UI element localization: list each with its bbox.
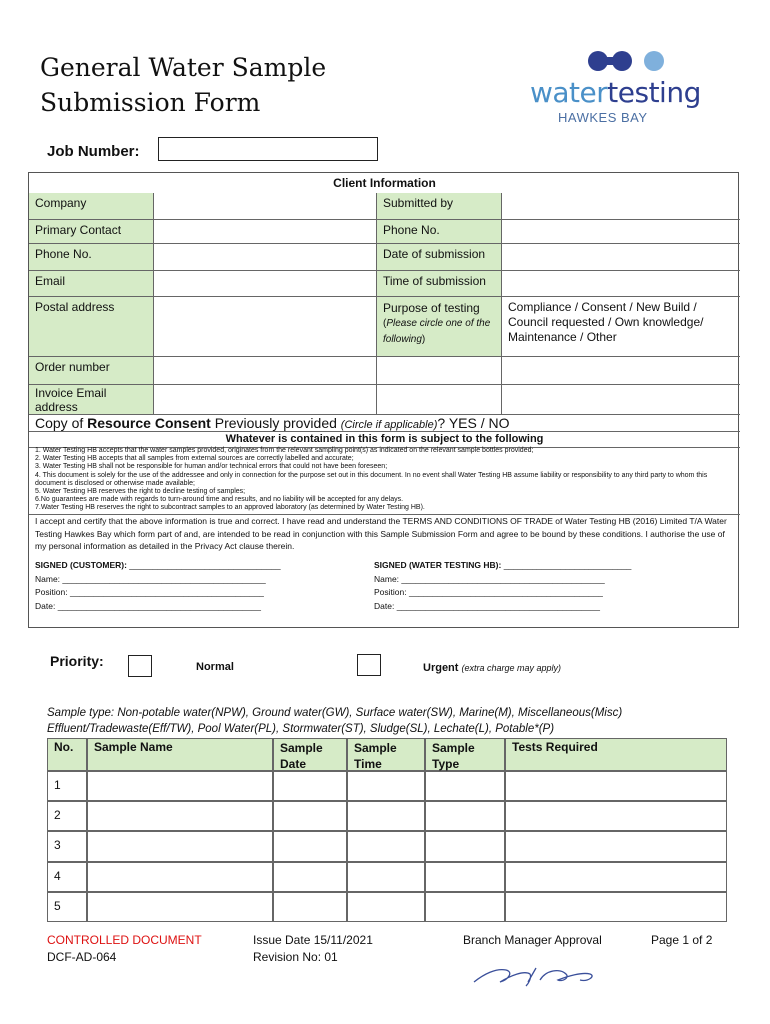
row-no: 3 <box>47 831 87 861</box>
row-sample-time[interactable] <box>347 831 425 861</box>
customer-position-label: Position: <box>35 587 68 597</box>
consent-prefix: Copy of <box>35 415 88 431</box>
customer-date-label: Date: <box>35 600 56 611</box>
terms-item-4: 4. This document is solely for the use of the addressee and only in connection for the purpose set out in this document. In no event shall Water Testing HB assume liability or responsibility to any third party to whom this document is disclosed or otherwise made available; <box>35 471 708 487</box>
row-sample-type[interactable] <box>425 801 505 831</box>
urgent-checkbox[interactable] <box>357 654 381 676</box>
acceptance-statement: I accept and certify that the above information is true and correct. I have read and understand the TERMS AND CONDITIONS OF TRADE of Water Testing HB (2016) Limited T/A Water Testing Hawkes Bay which form part of and, are intended to be read in conjunction with this Sample Submission Form and agree to be bound by these conditions. I authorise the use of my personal information as detailed in the Privacy Act clause therein. <box>35 516 727 551</box>
order-number-extra-1[interactable] <box>377 357 502 385</box>
row-sample-type[interactable] <box>425 831 505 861</box>
col-header-sample-name: Sample Name <box>87 738 273 771</box>
purpose-options[interactable]: Compliance / Consent / New Build / Council requested / Own knowledge/ Maintenance / Other <box>502 297 740 357</box>
row-sample-time[interactable] <box>347 862 425 892</box>
terms-item-6: 6.No guarantees are made with regards to turn-around time and results, and no liability will be accepted for any delays. <box>35 496 404 504</box>
company-field[interactable] <box>154 193 377 220</box>
row-sample-date[interactable] <box>273 831 347 861</box>
sample-type-legend <box>47 705 622 737</box>
postal-address-label: Postal address <box>29 297 154 357</box>
urgent-option <box>423 662 561 674</box>
logo-word-testing: testing <box>607 76 701 109</box>
terms-item-7: 7.Water Testing HB reserves the right to subcontract samples to an approved laboratory (as determined by Water Testing HB). <box>35 504 425 512</box>
submitted-by-label: Submitted by <box>377 193 502 220</box>
resource-consent-row[interactable] <box>29 415 740 432</box>
col-header-sample-type: Sample Type <box>425 738 505 771</box>
row-sample-name[interactable] <box>87 771 273 801</box>
date-of-submission-field[interactable] <box>502 244 740 271</box>
footer-document-info <box>47 932 202 966</box>
row-tests-required[interactable] <box>505 862 727 892</box>
job-number-label: Job Number: <box>47 143 140 160</box>
job-number-field[interactable] <box>158 137 378 161</box>
invoice-email-label: Invoice Email address <box>29 385 154 415</box>
client-information-section <box>28 172 739 628</box>
customer-date-line[interactable]: Date: ___________________________________________ <box>35 600 261 611</box>
consent-mid: Previously provided <box>210 415 341 431</box>
title-line-2: Submission Form <box>40 88 261 117</box>
document-code: DCF-AD-064 <box>47 950 117 964</box>
row-sample-name[interactable] <box>87 862 273 892</box>
lab-signature-block <box>374 559 684 613</box>
purpose-of-testing-label <box>377 297 502 357</box>
logo-dots-icon <box>586 48 696 74</box>
email-field[interactable] <box>154 271 377 297</box>
terms-item-3: 3. Water Testing HB shall not be responsible for human and/or technical errors that could not have been foreseen; <box>35 463 388 471</box>
row-sample-time[interactable] <box>347 892 425 922</box>
urgent-note: (extra charge may apply) <box>461 663 562 673</box>
lab-position-label: Position: <box>374 587 407 597</box>
lab-signed-line[interactable]: SIGNED (WATER TESTING HB): ___________________________ <box>374 560 632 570</box>
time-of-submission-field[interactable] <box>502 271 740 297</box>
col-header-sample-date: Sample Date <box>273 738 347 771</box>
priority-label: Priority: <box>50 653 104 669</box>
customer-name-label: Name: <box>35 573 61 584</box>
row-tests-required[interactable] <box>505 771 727 801</box>
customer-signature-block <box>35 559 335 613</box>
purpose-note-text: Please circle one of the following <box>383 318 491 345</box>
time-of-submission-label: Time of submission <box>377 271 502 297</box>
row-sample-type[interactable] <box>425 892 505 922</box>
consent-suffix: ? YES / NO <box>437 415 510 431</box>
phone-no-field[interactable] <box>154 244 377 271</box>
normal-label: Normal <box>196 661 234 673</box>
phone-no-right-label: Phone No. <box>377 220 502 244</box>
customer-signed-line[interactable]: SIGNED (CUSTOMER): ________________________________ <box>35 560 281 570</box>
logo-subtitle: HAWKES BAY <box>558 110 648 125</box>
col-header-no: No. <box>47 738 87 771</box>
row-sample-name[interactable] <box>87 801 273 831</box>
customer-name-line[interactable]: Name: ___________________________________________ <box>35 573 266 584</box>
approval-signature <box>470 958 610 990</box>
terms-list <box>35 447 735 513</box>
row-tests-required[interactable] <box>505 892 727 922</box>
purpose-note-close: ) <box>421 334 426 345</box>
row-sample-name[interactable] <box>87 892 273 922</box>
terms-heading: Whatever is contained in this form is subject to the following <box>29 432 740 448</box>
order-number-label: Order number <box>29 357 154 385</box>
order-number-extra-2[interactable] <box>502 357 740 385</box>
row-sample-date[interactable] <box>273 771 347 801</box>
row-sample-name[interactable] <box>87 831 273 861</box>
lab-name-label: Name: <box>374 573 400 584</box>
terms-item-1: 1. Water Testing HB accepts that the water samples provided, originates from the relevant sampling point(s) as indicated on the relevant sample bottles provided; <box>35 447 534 454</box>
terms-item-2: 2. Water Testing HB accepts that all samples from external sources are correctly labelled and accurate; <box>35 455 354 463</box>
terms-item-5: 5. Water Testing HB reserves the right to decline testing of samples; <box>35 488 246 496</box>
row-sample-type[interactable] <box>425 771 505 801</box>
lab-name-line[interactable]: Name: ___________________________________________ <box>374 573 605 584</box>
lab-signed-label: SIGNED (WATER TESTING HB): <box>374 560 502 570</box>
row-no: 2 <box>47 801 87 831</box>
purpose-label-text: Purpose of testing <box>383 301 480 315</box>
consent-italic: (Circle if applicable) <box>340 419 438 431</box>
page-number: Page 1 of 2 <box>651 933 713 947</box>
col-header-sample-time: Sample Time <box>347 738 425 771</box>
row-tests-required[interactable] <box>505 831 727 861</box>
controlled-document-label: CONTROLLED DOCUMENT <box>47 933 202 947</box>
logo-word-water: water <box>530 76 608 109</box>
row-sample-date[interactable] <box>273 892 347 922</box>
sample-type-line-2: Effluent/Tradewaste(Eff/TW), Pool Water(PL), Stormwater(ST), Sludge(SL), Lechate(L), Potable*(P) <box>47 723 555 735</box>
purpose-note <box>383 316 495 348</box>
issue-date: Issue Date 15/11/2021 <box>253 933 373 947</box>
consent-bold: Resource Consent <box>87 415 211 431</box>
logo-wordmark <box>530 76 701 109</box>
postal-address-field[interactable] <box>154 297 377 357</box>
branch-manager-approval: Branch Manager Approval <box>463 933 602 947</box>
purpose-note-open: ( <box>383 318 387 329</box>
order-number-field[interactable] <box>154 357 377 385</box>
lab-date-line[interactable]: Date: ___________________________________________ <box>374 600 600 611</box>
row-no: 5 <box>47 892 87 922</box>
invoice-email-field[interactable] <box>154 385 377 415</box>
col-header-tests-required: Tests Required <box>505 738 727 771</box>
primary-contact-field[interactable] <box>154 220 377 244</box>
company-label: Company <box>29 193 154 220</box>
sample-type-line-1: Sample type: Non-potable water(NPW), Ground water(GW), Surface water(SW), Marine(M), Miscellaneous(Misc) <box>47 707 623 719</box>
email-label: Email <box>29 271 154 297</box>
row-sample-date[interactable] <box>273 801 347 831</box>
row-sample-time[interactable] <box>347 801 425 831</box>
phone-no-label: Phone No. <box>29 244 154 271</box>
date-of-submission-label: Date of submission <box>377 244 502 271</box>
urgent-label: Urgent <box>423 662 459 674</box>
invoice-email-extra-2[interactable] <box>502 385 740 415</box>
normal-checkbox[interactable] <box>128 655 152 677</box>
row-sample-date[interactable] <box>273 862 347 892</box>
lab-date-label: Date: <box>374 600 395 611</box>
phone-no-right-field[interactable] <box>502 220 740 244</box>
row-tests-required[interactable] <box>505 801 727 831</box>
client-information-heading: Client Information <box>333 176 436 190</box>
customer-position-line[interactable]: Position: _________________________________________ <box>35 587 264 597</box>
invoice-email-extra-1[interactable] <box>377 385 502 415</box>
lab-position-line[interactable]: Position: _________________________________________ <box>374 587 603 597</box>
customer-signed-label: SIGNED (CUSTOMER): <box>35 560 127 570</box>
primary-contact-label: Primary Contact <box>29 220 154 244</box>
company-logo <box>530 46 720 126</box>
title-line-1: General Water Sample <box>40 53 327 82</box>
sample-table <box>47 738 727 922</box>
footer-issue-info <box>253 932 373 966</box>
page-title <box>40 50 326 120</box>
revision-number: Revision No: 01 <box>253 950 338 964</box>
submitted-by-field[interactable] <box>502 193 740 220</box>
row-sample-type[interactable] <box>425 862 505 892</box>
row-no: 1 <box>47 771 87 801</box>
row-no: 4 <box>47 862 87 892</box>
row-sample-time[interactable] <box>347 771 425 801</box>
